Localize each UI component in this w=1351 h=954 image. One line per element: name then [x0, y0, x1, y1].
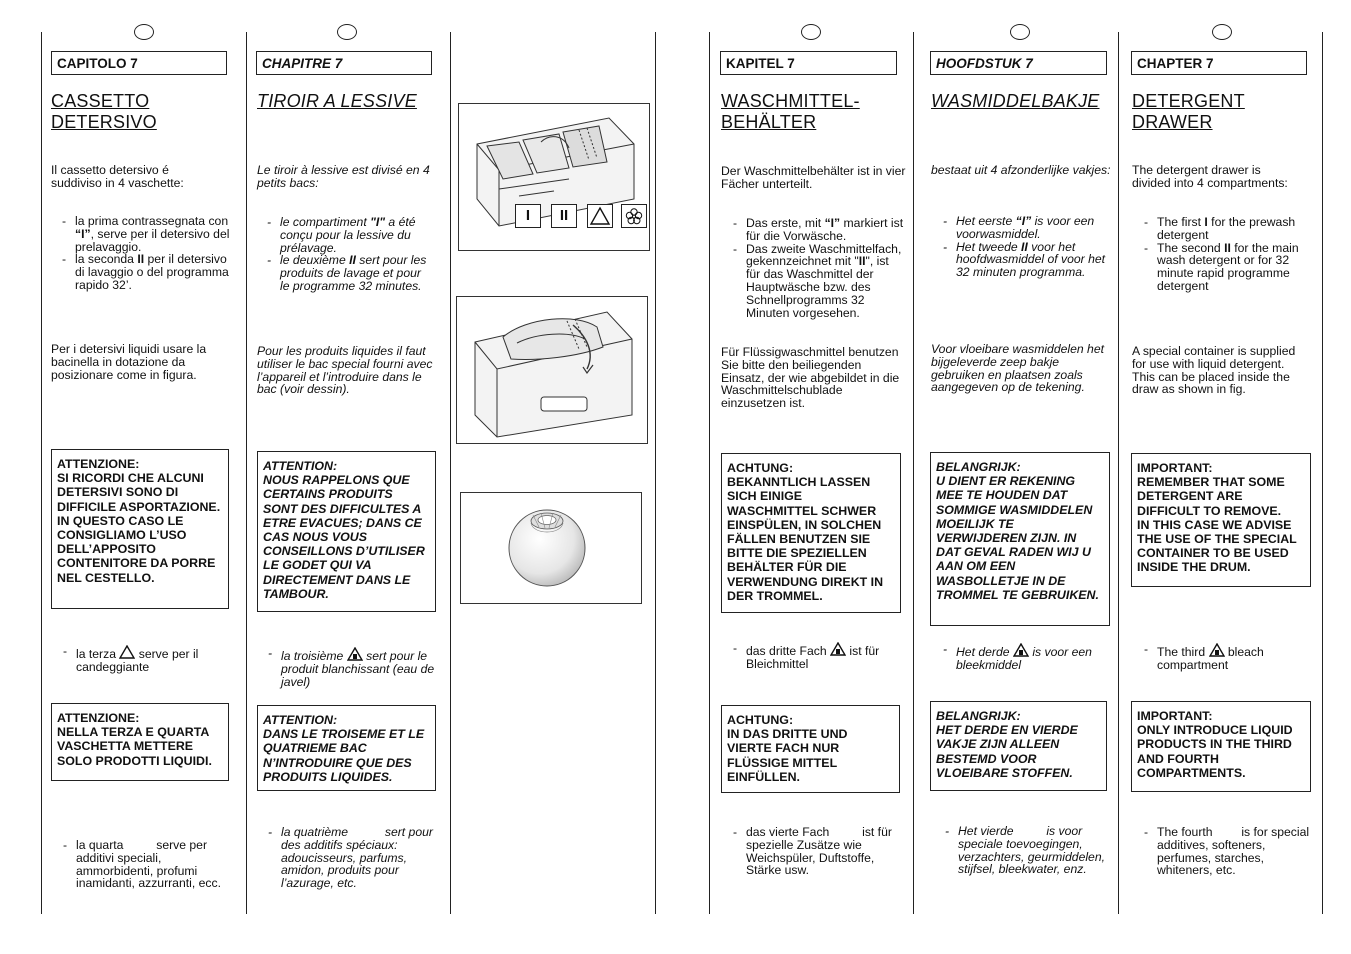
bleach-triangle-icon: [119, 645, 135, 659]
list-item: - la seconda II per il detersivo di lavaggio o del programma rapido 32’.: [60, 253, 230, 291]
drawer-liquid-illustration: [457, 297, 647, 443]
language-circle-icon: [1212, 24, 1232, 40]
warning-box: ATTENZIONE: SI RICORDI CHE ALCUNI DETERSIVI SONO DI DIFFICILE ASPORTAZIONE. IN QUESTO CASO LE CONSIGLIAMO L’USO DELL’APPOSITO CONTENITORE DA PORRE NEL CESTELLO.: [51, 449, 229, 609]
third-compartment: [731, 642, 905, 671]
chapter-heading: CAPITOLO 7: [51, 51, 227, 75]
column-figures: [450, 0, 655, 954]
warning-box: ACHTUNG: BEKANNTLICH LASSEN SICH EINIGE WASCHMITTEL SCHWER EINSPÜLEN, IN SOLCHEN FÄLLEN BENUTZEN SIE BITTE DIE SPEZIELLEN BEHÄLTER FÜR DIE VERWENDUNG DIREKT IN DER TROMMEL.: [721, 453, 901, 613]
list-item: - le compartiment "I" a été conçu pour la lessive du prélavage.: [265, 216, 433, 254]
title-line: BEHÄLTER: [721, 112, 817, 132]
chapter-heading: CHAPITRE 7: [256, 51, 432, 75]
liquid-text: Für Flüssigwaschmittel benutzen Sie bitte den beiliegenden Einsatz, der wie abgebildet in die Waschmittelschublade einzusetzen ist.: [721, 345, 900, 411]
liquid-text: A special container is supplied for use with liquid detergent. This can be placed inside the draw as shown in fig.: [1132, 344, 1296, 397]
list-item: - la quarta serve per additivi speciali, ammorbidenti, profumi inamidanti, azzurranti, ecc.: [61, 839, 231, 890]
column-divider: [655, 32, 656, 914]
fourth-compartment: [943, 825, 1115, 876]
title-line: DRAWER: [1132, 112, 1213, 132]
list-item: - das dritte Fach ist für Bleichmittel: [731, 642, 905, 671]
language-circle-icon: [801, 24, 821, 40]
compartment-list: [731, 217, 905, 319]
list-item: - la troisième sert pour le produit blanchissant (eau de javel): [266, 647, 440, 688]
column-english: [1118, 0, 1322, 954]
bleach-flask-icon: [347, 647, 363, 661]
compartment-label-2: II: [551, 204, 577, 228]
fourth-compartment: [1142, 826, 1312, 877]
list-item: - The fourth is for special additives, softeners, perfumes, starches, whiteners, etc.: [1142, 826, 1312, 877]
bleach-flask-icon: [1209, 643, 1225, 657]
third-compartment: [61, 645, 231, 674]
list-item: - la terza serve per il candeggiante: [61, 645, 231, 674]
list-item: - Het tweede II voor het hoofdwasmiddel of voor het 32 minuten programma.: [941, 241, 1111, 279]
title-line: CASSETTO: [51, 91, 150, 111]
third-compartment: [266, 647, 440, 688]
fourth-compartment: [266, 826, 438, 890]
section-title: [1132, 91, 1312, 133]
bleach-triangle-icon: [587, 204, 613, 228]
warning-box: ATTENTION: DANS LE TROISEME ET LE QUATRIEME BAC N’INTRODUIRE QUE DES PRODUITS LIQUIDES.: [257, 705, 436, 791]
liquid-container-figure: [456, 296, 648, 444]
list-item: - The third bleach compartment: [1142, 643, 1308, 672]
liquid-text: Voor vloeibare wasmiddelen het bijgeleverde zeep bakje gebruiken en plaatsen zoals aangegeven op de tekening.: [931, 342, 1104, 395]
title-line: DETERGENT: [1132, 91, 1245, 111]
list-item: - The second II for the main wash detergent or for 32 minute rapid programme detergent: [1142, 242, 1308, 293]
column-german: [709, 0, 913, 954]
drawer-illustration: [459, 104, 649, 250]
list-item: - le deuxième II sert pour les produits de lavage et pour le programme 32 minutes.: [265, 254, 433, 292]
list-item: - Het vierde is voor speciale toevoegingen, verzachters, geurmiddelen, stijfsel, bleekwater, enz.: [943, 825, 1115, 876]
language-circle-icon: [1010, 24, 1030, 40]
section-title: TIROIR A LESSIVE: [257, 91, 417, 111]
fourth-compartment: [731, 826, 907, 877]
compartment-list: [1142, 216, 1308, 293]
intro-text: Le tiroir à lessive est divisé en 4 petits bacs:: [257, 163, 430, 190]
warning-box: ACHTUNG: IN DAS DRITTE UND VIERTE FACH NUR FLÜSSIGE MITTEL EINFÜLLEN.: [721, 705, 900, 793]
dosing-ball-figure: [460, 492, 642, 604]
language-circle-icon: [337, 24, 357, 40]
warning-box: ATTENZIONE: NELLA TERZA E QUARTA VASCHETTA METTERE SOLO PRODOTTI LIQUIDI.: [51, 703, 229, 781]
compartment-list: [941, 215, 1111, 279]
fourth-compartment: [61, 839, 231, 890]
liquid-text: Pour les produits liquides il faut utiliser le bac special fourni avec l’appareil et l’introduire dans le bac (voir dessin).: [257, 344, 433, 397]
third-compartment: [1142, 643, 1308, 672]
intro-text: The detergent drawer is divided into 4 compartments:: [1132, 163, 1288, 190]
column-italian: [0, 0, 246, 954]
warning-box: IMPORTANT: ONLY INTRODUCE LIQUID PRODUCTS IN THE THIRD AND FOURTH COMPARTMENTS.: [1131, 701, 1311, 792]
compartment-label-1: I: [515, 204, 541, 228]
section-title: [51, 91, 231, 133]
warning-box: BELANGRIJK: HET DERDE EN VIERDE VAKJE ZIJN ALLEEN BESTEMD VOOR VLOEIBARE STOFFEN.: [930, 701, 1107, 791]
liquid-text: Per i detersivi liquidi usare la bacinella in dotazione da posizionare come in figura.: [51, 342, 207, 382]
section-title: [721, 91, 906, 133]
chapter-heading: KAPITEL 7: [720, 51, 897, 75]
list-item: - la prima contrassegnata con “I”, serve per il detersivo del prelavaggio.: [60, 215, 230, 253]
language-circle-icon: [134, 24, 154, 40]
chapter-heading: HOOFDSTUK 7: [930, 51, 1107, 75]
intro-text: Der Waschmittelbehälter ist in vier Fächer unterteilt.: [721, 164, 906, 191]
chapter-heading: CHAPTER 7: [1131, 51, 1307, 75]
warning-box: ATTENTION: NOUS RAPPELONS QUE CERTAINS PRODUITS SONT DES DIFFICULTES A ETRE EVACUES; DANS CE CAS NOUS VOUS CONSEILLONS D’UTILISER LE GODET QUI VA DIRECTEMENT DANS LE TAMBOUR.: [257, 451, 436, 612]
warning-box: BELANGRIJK: U DIENT ER REKENING MEE TE HOUDEN DAT SOMMIGE WASMIDDELEN MOEILIJK TE VERWIJDEREN ZIJN. IN DAT GEVAL RADEN WIJ U AAN OM EEN WASBOLLETJE IN DE TROMMEL TE GEBRUIKEN.: [930, 452, 1110, 626]
compartment-list: [265, 216, 433, 293]
column-dutch: [913, 0, 1118, 954]
column-divider: [1322, 32, 1323, 914]
third-compartment: [941, 643, 1111, 672]
list-item: - Das zweite Waschmittelfach, gekennzeichnet mit "II", ist für das Waschmittel der Hauptwäsche bzw. des Schnellprogramms 32 Minuten vorgesehen.: [731, 243, 905, 320]
list-item: - Het derde is voor een bleekmiddel: [941, 643, 1111, 672]
list-item: - Das erste, mit “I” markiert ist für die Vorwäsche.: [731, 217, 905, 243]
column-french: [246, 0, 450, 954]
softener-flower-icon: [621, 204, 647, 228]
drawer-compartments-figure: [458, 103, 650, 251]
bleach-flask-icon: [1013, 643, 1029, 657]
intro-text: Il cassetto detersivo é suddiviso in 4 vaschette:: [51, 163, 184, 190]
list-item: - das vierte Fach ist für spezielle Zusätze wie Weichspüler, Duftstoffe, Stärke usw.: [731, 826, 907, 877]
list-item: - la quatrième sert pour des additifs spéciaux: adoucisseurs, parfums, amidon, produits pour l’azurage, etc.: [266, 826, 438, 890]
title-line: WASCHMITTEL-: [721, 91, 860, 111]
intro-text: bestaat uit 4 afzonderlijke vakjes:: [931, 163, 1111, 177]
section-title: WASMIDDELBAKJE: [931, 91, 1100, 111]
dosing-ball-illustration: [461, 493, 641, 603]
compartment-list: [60, 215, 230, 292]
list-item: - Het eerste “I” is voor een voorwasmiddel.: [941, 215, 1111, 241]
title-line: DETERSIVO: [51, 112, 157, 132]
list-item: - The first I for the prewash detergent: [1142, 216, 1308, 242]
warning-box: IMPORTANT: REMEMBER THAT SOME DETERGENT ARE DIFFICULT TO REMOVE. IN THIS CASE WE ADVISE THE USE OF THE SPECIAL CONTAINER TO BE USED INSIDE THE DRUM.: [1131, 453, 1311, 587]
bleach-flask-icon: [830, 642, 846, 656]
